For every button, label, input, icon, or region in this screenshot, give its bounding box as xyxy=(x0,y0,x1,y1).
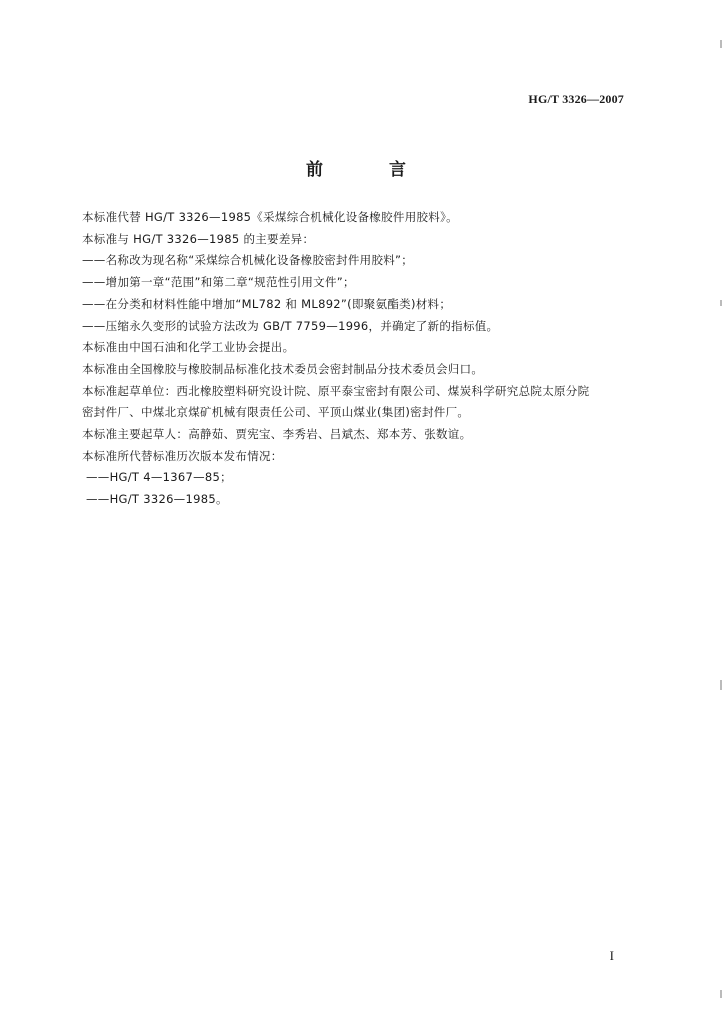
list-item-history-2: ——HG/T 3326—1985。 xyxy=(86,492,228,507)
paragraph-drafting-units: 本标准起草单位：西北橡胶塑料研究设计院、原平泰宝密封有限公司、煤炭科学研究总院太原分院 xyxy=(82,383,590,398)
list-item-added-chapters: ——增加第一章“范围”和第二章“规范性引用文件”； xyxy=(82,275,355,290)
paragraph-proposed-by: 本标准由中国石油和化学工业协会提出。 xyxy=(82,340,295,355)
list-item-history-1: ——HG/T 4—1367—85； xyxy=(86,470,232,485)
standard-code: HG/T 3326—2007 xyxy=(528,92,624,106)
paragraph-drafting-units-cont: 密封件厂、中煤北京煤矿机械有限责任公司、平顶山煤业(集团)密封件厂。 xyxy=(82,405,470,420)
paragraph-differences-intro: 本标准与 HG/T 3326—1985 的主要差异： xyxy=(82,231,315,246)
paragraph-history-intro: 本标准所代替标准历次版本发布情况： xyxy=(82,448,283,463)
page-number: I xyxy=(609,948,614,963)
scan-edge-mark xyxy=(720,990,722,998)
scan-edge-mark xyxy=(720,40,722,48)
paragraph-drafters: 本标准主要起草人：高静茹、贾宪宝、李秀岩、吕斌杰、郑本芳、张数谊。 xyxy=(82,427,472,442)
scan-edge-mark xyxy=(720,680,722,690)
list-item-name-change: ——名称改为现名称“采煤综合机械化设备橡胶密封件用胶料”； xyxy=(82,253,414,268)
paragraph-replaces: 本标准代替 HG/T 3326—1985《采煤综合机械化设备橡胶件用胶料》。 xyxy=(82,210,458,224)
paragraph-under-jurisdiction: 本标准由全国橡胶与橡胶制品标准化技术委员会密封制品分技术委员会归口。 xyxy=(82,361,484,376)
foreword-body xyxy=(82,207,642,511)
list-item-test-method: ——压缩永久变形的试验方法改为 GB/T 7759—1996，并确定了新的指标值。 xyxy=(82,318,499,333)
scan-edge-mark xyxy=(720,300,722,306)
list-item-added-materials: ——在分类和材料性能中增加“ML782 和 ML892”(即聚氨酯类)材料； xyxy=(82,296,452,311)
page-title: 前 言 xyxy=(306,160,436,180)
